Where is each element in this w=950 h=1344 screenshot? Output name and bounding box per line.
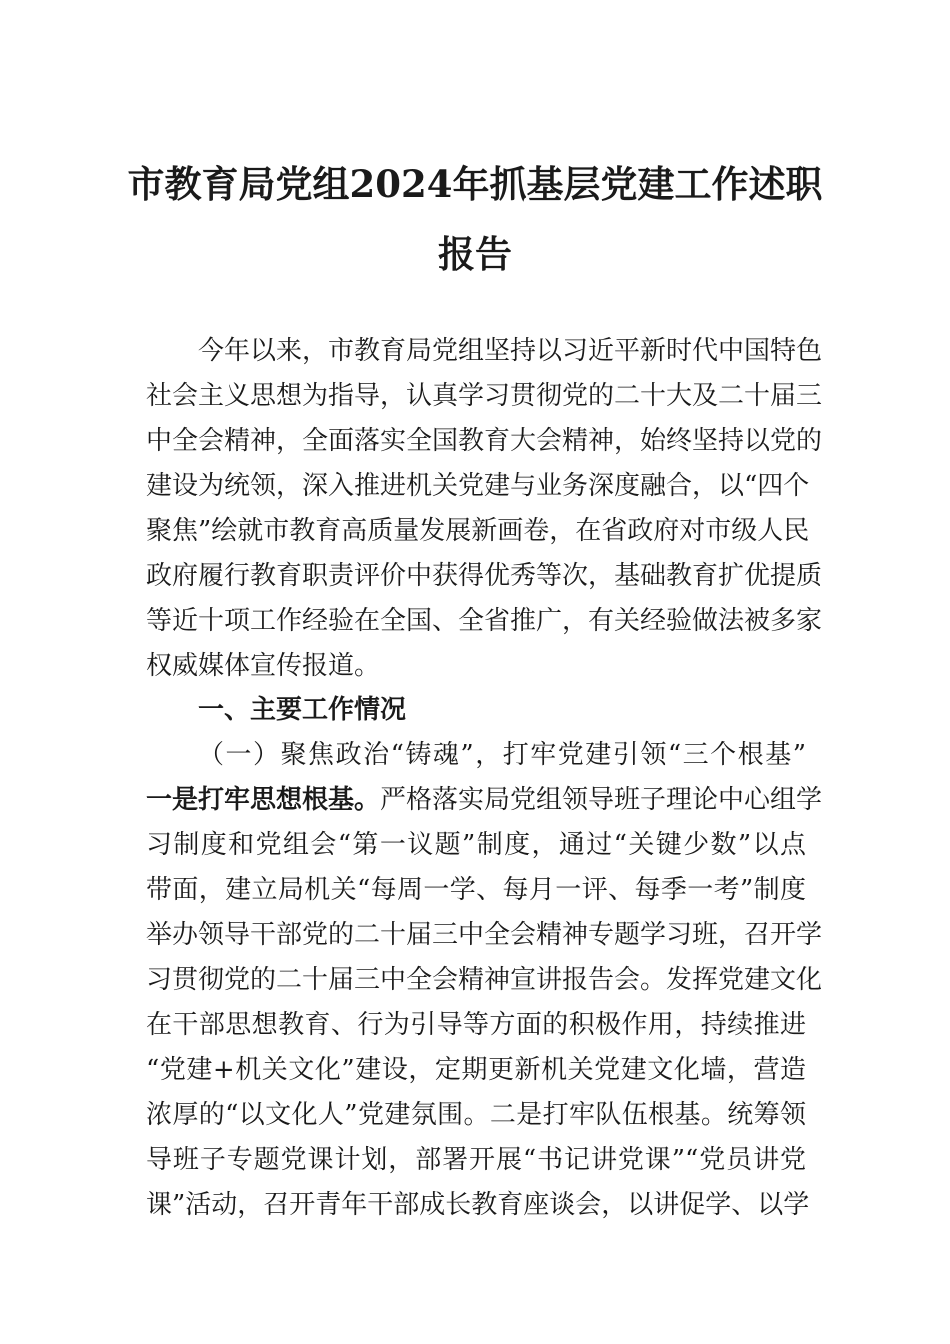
intro-line: 中全会精神，全面落实全国教育大会精神，始终坚持以党的 <box>146 426 823 456</box>
document-title-line-1: 市教育局党组2024年抓基层党建工作述职 <box>127 162 823 206</box>
document-title-line-2: 报告 <box>438 232 512 276</box>
intro-line: 今年以来，市教育局党组坚持以习近平新时代中国特色 <box>198 336 823 366</box>
paragraph-lead-rest: 严格落实局党组领导班子理论中心组学 <box>380 785 823 815</box>
intro-line: 等近十项工作经验在全国、全省推广，有关经验做法被多家 <box>146 606 823 636</box>
paragraph-line: 习制度和党组会“第一议题”制度，通过“关键少数”以点 <box>146 830 806 860</box>
intro-line: 聚焦”绘就市教育高质量发展新画卷，在省政府对市级人民 <box>146 516 810 546</box>
paragraph-line: 带面，建立局机关“每周一学、每月一评、每季一考”制度 <box>146 875 806 905</box>
subsection-heading: （一）聚焦政治“铸魂”，打牢党建引领“三个根基” <box>198 740 806 770</box>
paragraph-lead-line <box>146 785 823 815</box>
paragraph-line: “党建+机关文化”建设，定期更新机关党建文化墙，营造 <box>146 1055 806 1085</box>
paragraph-line: 浓厚的“以文化人”党建氛围。二是打牢队伍根基。统筹领 <box>146 1100 806 1130</box>
paragraph-lead-bold: 一是打牢思想根基。 <box>146 785 381 815</box>
paragraph-line: 课”活动，召开青年干部成长教育座谈会，以讲促学、以学 <box>146 1190 810 1220</box>
paragraph-line: 举办领导干部党的二十届三中全会精神专题学习班，召开学 <box>146 920 823 950</box>
paragraph-line: 在干部思想教育、行为引导等方面的积极作用，持续推进 <box>146 1010 806 1040</box>
intro-line: 建设为统领，深入推进机关党建与业务深度融合，以“四个 <box>146 471 810 501</box>
paragraph-line: 导班子专题党课计划，部署开展“书记讲党课”“党员讲党 <box>146 1145 806 1175</box>
paragraph-line: 习贯彻党的二十届三中全会精神宣讲报告会。发挥党建文化 <box>146 965 823 995</box>
intro-line: 权威媒体宣传报道。 <box>146 651 381 681</box>
section-heading: 一、主要工作情况 <box>198 695 407 725</box>
intro-line: 政府履行教育职责评价中获得优秀等次，基础教育扩优提质 <box>146 561 823 591</box>
intro-line: 社会主义思想为指导，认真学习贯彻党的二十大及二十届三 <box>146 381 823 411</box>
